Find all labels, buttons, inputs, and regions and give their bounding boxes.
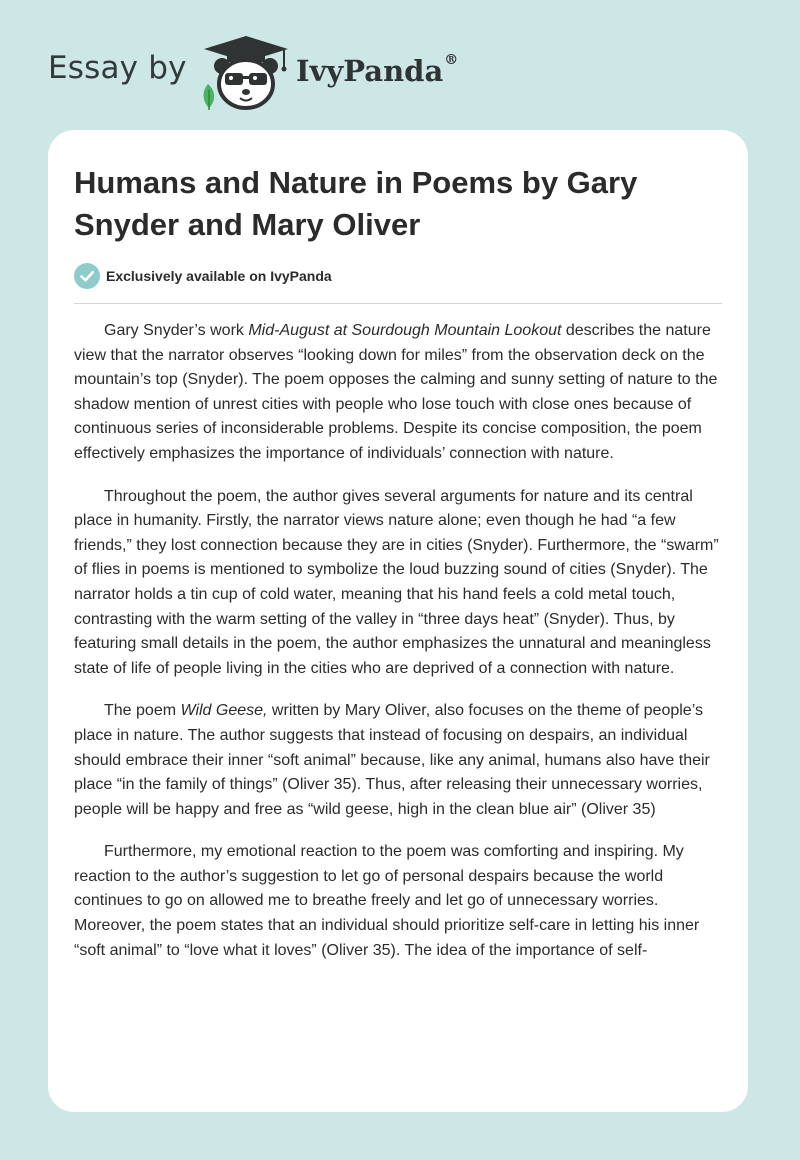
paragraph-3: The poem Wild Geese, written by Mary Oliver, also focuses on the theme of people’s place in nature. The author suggests that instead of focusing on despairs, an individual should embrace their inner “soft animal” because, like any animal, humans also have their place “in the family of things” (Oliver 35). Thus, after releasing their unnecessary worries, people will be happy and free as “wild geese, high in the clean blue air” (Oliver 35) xyxy=(74,702,710,818)
poem-title-mid-august: Mid-August at Sourdough Mountain Lookout xyxy=(248,322,562,339)
paragraph-1: Gary Snyder’s work Mid-August at Sourdough Mountain Lookout describes the nature view that the narrator observes “looking down for miles” from the observation deck on the mountain’s top (Snyder). The poem opposes the calming and sunny setting of nature to the shadow mention of unrest cities with people who lose touch with close ones because of continuous series of inconsiderable problems. Despite its concise composition, the poem effectively emphasizes the importance of individuals’ connection with nature. xyxy=(74,322,718,462)
panda-graduate-icon[interactable] xyxy=(200,34,292,112)
essay-card xyxy=(48,130,748,1112)
brand-prefix: Essay by xyxy=(48,50,187,86)
paragraph-2: Throughout the poem, the author gives several arguments for nature and its central place in humanity. Firstly, the narrator views nature alone; even though he had “a few friends,” they lost connection because they are in cities (Snyder). Furthermore, the “swarm” of flies in poems is mentioned to symbolize the loud buzzing sound of cities (Snyder). The narrator holds a tin cup of cold water, meaning that his hand feels a cold metal touch, contrasting with the warm setting of the valley in “three days heat” (Snyder). Thus, by featuring small details in the poem, the author emphasizes the unnatural and meaningless state of life of people living in the cities who are deprived of a connection with nature. xyxy=(74,487,719,677)
exclusive-badge xyxy=(74,263,332,289)
divider xyxy=(74,303,722,304)
site-header xyxy=(0,0,800,130)
registered-mark: ® xyxy=(444,52,459,68)
essay-body xyxy=(74,319,724,1069)
poem-title-wild-geese: Wild Geese, xyxy=(180,702,268,720)
badge-text: Exclusively available on IvyPanda xyxy=(106,268,332,284)
check-circle-icon xyxy=(74,263,100,289)
essay-title: Humans and Nature in Poems by Gary Snyder and Mary Oliver xyxy=(74,165,638,242)
paragraph-4: Furthermore, my emotional reaction to the poem was comforting and inspiring. My reaction to the author’s suggestion to let go of personal despairs because the world continues to go on allowed me to breathe freely and let go of unnecessary worries. Moreover, the poem states that an individual should prioritize self-care in letting his inner “soft animal” to “love what it loves” (Oliver 35). The idea of the importance of self- xyxy=(74,843,700,959)
brand-name[interactable]: IvyPanda® xyxy=(296,52,459,88)
